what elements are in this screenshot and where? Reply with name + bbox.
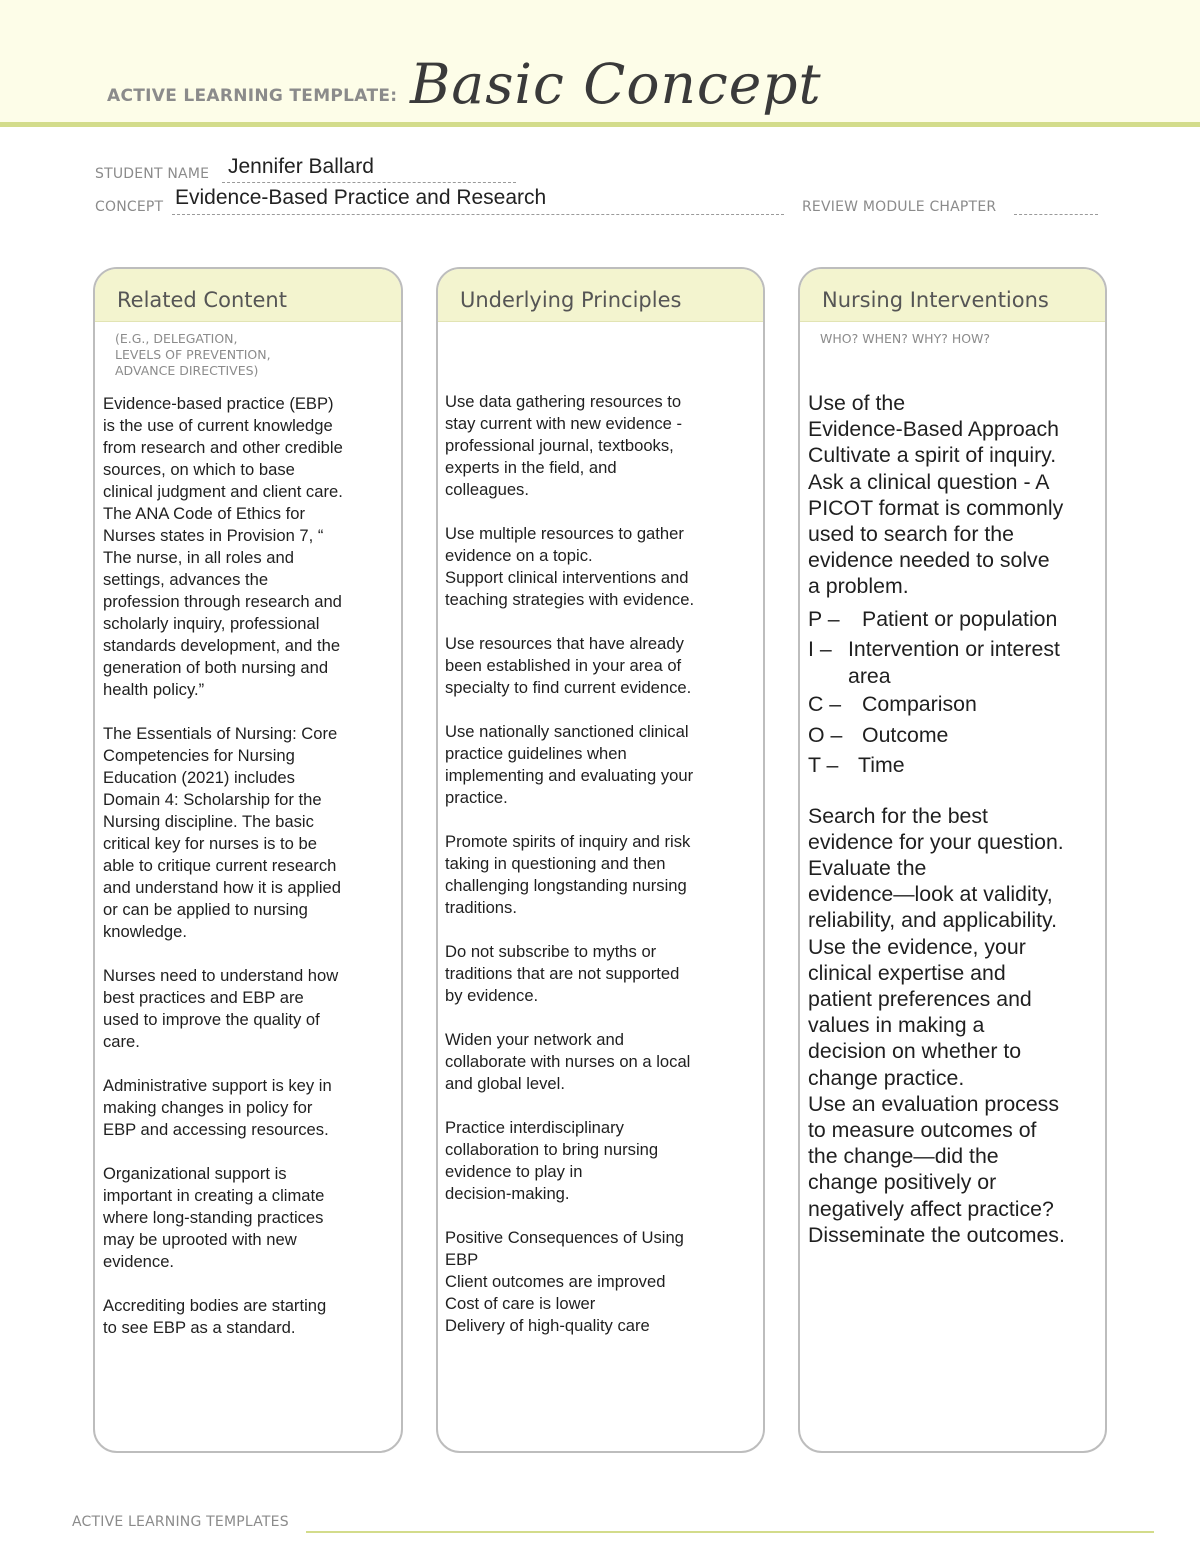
picot-text: Intervention or interest area [848,637,1060,688]
principle-paragraph: Practice interdisciplinary collaboration to bring nursing evidence to play in decision-making. [445,1118,659,1203]
nursing-interventions-title: Nursing Interventions [822,288,1049,312]
underlying-principles-panel [436,267,765,1453]
student-name-value[interactable]: Jennifer Ballard [228,155,374,178]
related-content-header [95,269,401,322]
review-module-line[interactable] [1014,214,1098,215]
interventions-closing: Search for the best evidence for your question. Evaluate the evidence—look at validity, reliability, and applicability. Use the evidence, your clinical expertise and patient preferences and values in making a decision on whether to change practice. Use an evaluation process to measure outcomes of the change—did the change positively or negatively affect practice? Disseminate the outcomes. [808,803,1065,1247]
picot-item [808,689,1106,720]
related-content-body[interactable] [103,393,399,1361]
picot-letter: T – [808,753,839,778]
interventions-intro: Use of the Evidence-Based Approach Cultivate a spirit of inquiry. Ask a clinical question - A PICOT format is commonly used to search for the evidence needed to solve a problem. [808,391,1064,599]
picot-letter: P – [808,606,840,631]
related-paragraph: Administrative support is key in making changes in policy for EBP and accessing resources. [103,1076,332,1139]
underlying-principles-title: Underlying Principles [460,288,682,312]
principle-paragraph: Widen your network and collaborate with nurses on a local and global level. [445,1030,691,1093]
related-paragraph: Evidence-based practice (EBP) is the use of current knowledge from research and other credible sources, on which to base clinical judgment and client care. The ANA Code of Ethics for Nurses states in Provision 7, “ The nurse, in all roles and settings, advances the profession through research and scholarly inquiry, professional standards development, and the generation of both nursing and health policy.” [103,394,343,699]
related-paragraph: Accrediting bodies are starting to see EBP as a standard. [103,1296,327,1337]
concept-line [172,214,784,215]
picot-item [808,750,1106,781]
principle-paragraph: Use resources that have already been established in your area of specialty to find current evidence. [445,634,692,697]
principle-paragraph: Use nationally sanctioned clinical practice guidelines when implementing and evaluating your practice. [445,722,694,807]
principle-paragraph: Use multiple resources to gather evidence on a topic. Support clinical interventions and teaching strategies with evidence. [445,524,695,609]
concept-label: CONCEPT [95,199,164,215]
footer-divider [306,1531,1154,1533]
review-module-label: REVIEW MODULE CHAPTER [802,199,997,215]
student-name-label: STUDENT NAME [95,166,210,182]
template-label: ACTIVE LEARNING TEMPLATE: [107,86,398,106]
picot-letter: I – [808,637,832,662]
nursing-interventions-header [800,269,1105,322]
nursing-interventions-body[interactable] [808,390,1106,1248]
picot-item [808,634,1106,689]
principle-paragraph: Positive Consequences of Using EBP Client outcomes are improved Cost of care is lower Delivery of high-quality care [445,1228,684,1335]
picot-text: Outcome [862,722,949,747]
footer-label: ACTIVE LEARNING TEMPLATES [72,1514,289,1530]
related-content-panel [93,267,403,1453]
picot-letter: C – [808,692,842,717]
picot-item [808,720,1106,751]
concept-value[interactable]: Evidence-Based Practice and Research [175,186,547,209]
related-paragraph: Organizational support is important in creating a climate where long-standing practices may be uprooted with new evidence. [103,1164,325,1271]
principle-paragraph: Promote spirits of inquiry and risk taking in questioning and then challenging longstanding nursing traditions. [445,832,691,917]
picot-text: Time [858,753,905,778]
picot-text: Patient or population [862,606,1058,631]
underlying-principles-body[interactable] [445,391,761,1359]
template-title: Basic Concept [410,52,822,116]
principle-paragraph: Use data gathering resources to stay current with new evidence - professional journal, textbooks, experts in the field, and colleagues. [445,392,683,499]
related-paragraph: Nurses need to understand how best practices and EBP are used to improve the quality of care. [103,966,339,1051]
principle-paragraph: Do not subscribe to myths or traditions that are not supported by evidence. [445,942,680,1005]
picot-text: Comparison [862,692,977,717]
picot-letter: O – [808,722,843,747]
related-content-title: Related Content [117,288,287,312]
nursing-interventions-panel [798,267,1107,1453]
nursing-interventions-subtitle: WHO? WHEN? WHY? HOW? [820,331,991,346]
related-content-subtitle: (E.G., DELEGATION, LEVELS OF PREVENTION, ADVANCE DIRECTIVES) [115,331,271,378]
related-paragraph: The Essentials of Nursing: Core Competencies for Nursing Education (2021) includes Domain 4: Scholarship for the Nursing discipline. The basic critical key for nurses is to be able to critique current research and understand how it is applied or can be applied to nursing knowledge. [103,724,342,941]
header-divider [0,122,1200,127]
underlying-principles-header [438,269,763,322]
student-name-line [222,182,516,183]
picot-item [808,604,1106,635]
